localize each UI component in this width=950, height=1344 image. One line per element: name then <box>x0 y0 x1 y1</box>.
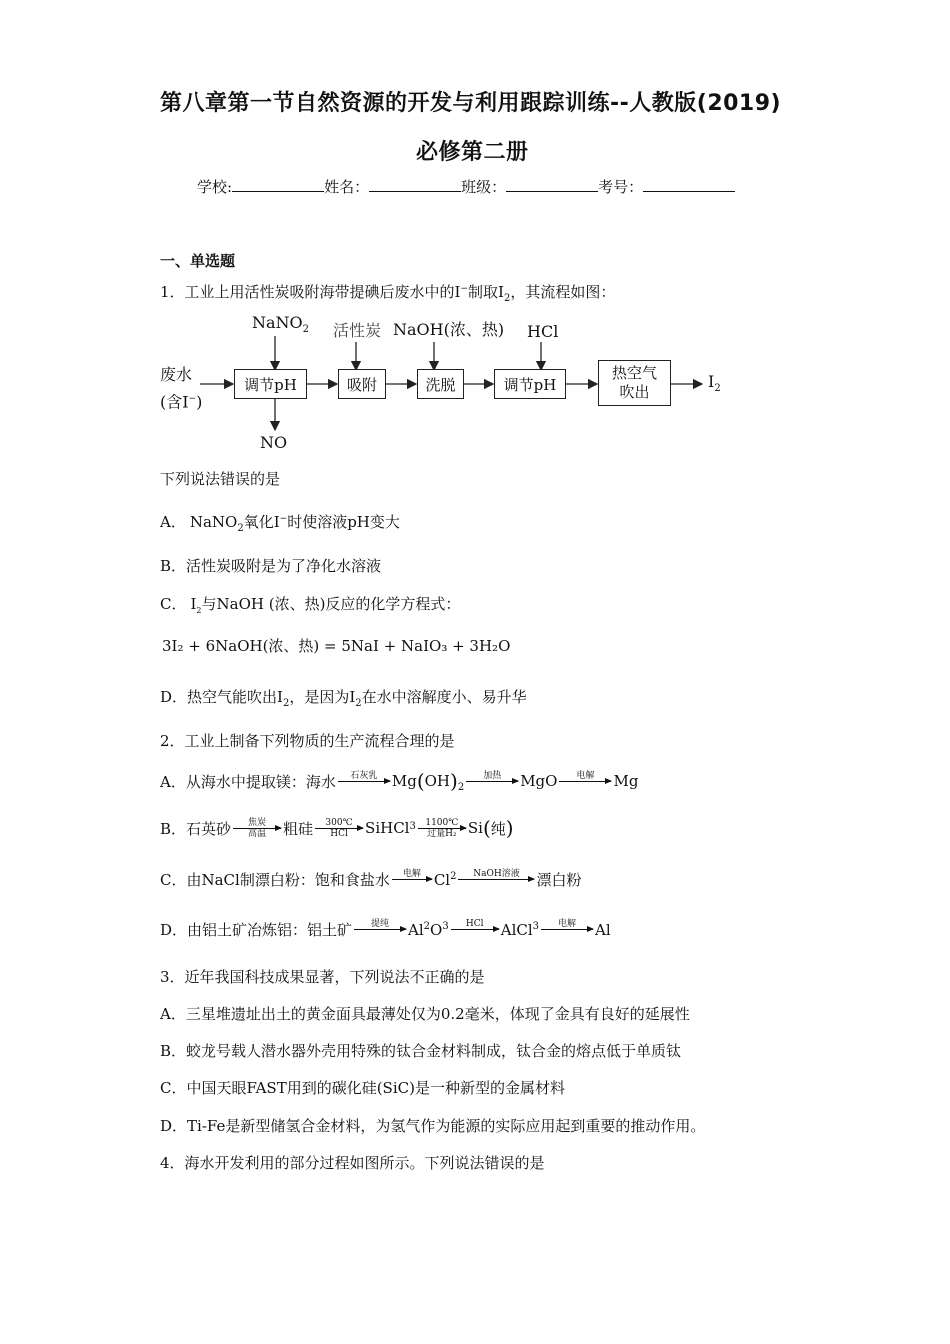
q1-option-c-equation: 3I₂ + 6NaOH(浓、热) = 5NaI + NaIO₃ + 3H₂O <box>162 637 511 655</box>
flow-input: 废水 (含I−) <box>160 365 203 412</box>
q3-option-d[interactable]: D．Ti-Fe是新型储氢合金材料，为氢气作为能源的实际应用起到重要的推动作用。 <box>160 1117 706 1135</box>
q1-option-c[interactable]: C． $I_2$与NaOH (浓、热)反应的化学方程式： <box>160 595 461 615</box>
q2c-arrow-2: NaOH溶液 <box>458 869 534 890</box>
q2b-arrow-3: 1100℃ 过量H₂ <box>418 818 466 839</box>
q2a-arrow-1: 石灰乳 <box>338 771 390 792</box>
q2d-arrow-3: 电解 <box>541 919 593 940</box>
field-class: 班级： <box>461 178 507 196</box>
flow-box-adsorb: 吸附 <box>338 369 386 399</box>
title-line2: 必修第二册 <box>416 140 529 165</box>
flow-box-adjust-ph-2: 调节pH <box>494 369 566 399</box>
q2d-arrow-2: HCl <box>451 919 499 940</box>
field-name-blank[interactable] <box>369 177 461 192</box>
q2-option-c[interactable]: C．由NaCl制漂白粉：饱和食盐水 电解 Cl $^2$ NaOH溶液 漂白粉 <box>160 869 582 889</box>
field-exam-no: 考号： <box>598 178 644 196</box>
q3-option-c[interactable]: C．中国天眼FAST用到的碳化硅(SiC)是一种新型的金属材料 <box>160 1079 565 1097</box>
q3-stem: 3．近年我国科技成果显著，下列说法不正确的是 <box>160 968 485 986</box>
q1-option-a[interactable]: A． NaNO$_2$氧化I−时使溶液pH变大 <box>160 513 400 534</box>
q1-flow-diagram <box>0 0 950 470</box>
q1-option-b[interactable]: B．活性炭吸附是为了净化水溶液 <box>160 557 382 575</box>
q2-option-b[interactable]: B．石英砂 焦炭 高温 粗硅 300℃ HCl SiHCl 3 1100℃ 过量H₂ Si ( 纯 ) <box>160 816 514 840</box>
flow-box-hot-air: 热空气 吹出 <box>598 360 671 406</box>
flow-reagent-nano2: NaNO$_2$ <box>252 313 310 336</box>
q4-stem: 4．海水开发利用的部分过程如图所示。下列说法错误的是 <box>160 1154 545 1172</box>
flow-arrows <box>0 0 950 470</box>
flow-reagent-hcl: HCl <box>527 322 559 341</box>
q2a-arrow-2: 加热 <box>466 771 518 792</box>
field-school: 学校: <box>197 178 233 196</box>
info-fields <box>197 176 735 197</box>
field-class-blank[interactable] <box>506 177 598 192</box>
q3-option-b[interactable]: B．蛟龙号载人潜水器外壳用特殊的钛合金材料制成，钛合金的熔点低于单质钛 <box>160 1042 682 1060</box>
q2d-arrow-1: 提纯 <box>354 919 406 940</box>
q2-stem: 2．工业上制备下列物质的生产流程合理的是 <box>160 732 455 750</box>
q3-option-a[interactable]: A．三星堆遗址出土的黄金面具最薄处仅为0.2毫米，体现了金具有良好的延展性 <box>160 1005 690 1023</box>
q2b-arrow-1: 焦炭 高温 <box>233 818 281 839</box>
field-exam-no-blank[interactable] <box>643 177 735 192</box>
flow-reagent-naoh: NaOH(浓、热) <box>393 320 505 339</box>
flow-byproduct-no: NO <box>260 433 288 452</box>
q2a-arrow-3: 电解 <box>559 771 611 792</box>
section-heading: 一、单选题 <box>160 252 236 270</box>
q2-option-a[interactable]: A．从海水中提取镁：海水 石灰乳 Mg ( OH ) $_2$ 加热 MgO 电解 Mg <box>160 769 639 793</box>
flow-box-elute: 洗脱 <box>417 369 464 399</box>
q1-stem: 1．工业上用活性炭吸附海带提碘后废水中的I−制取$I_2$，其流程如图： <box>160 283 616 304</box>
q1-question: 下列说法错误的是 <box>160 470 281 488</box>
flow-box-adjust-ph-1: 调节pH <box>234 369 307 399</box>
flow-product: $I_2$ <box>708 372 721 395</box>
q2c-arrow-1: 电解 <box>392 869 432 890</box>
title-line1: 第八章第一节自然资源的开发与利用跟踪训练--人教版(2019) <box>160 91 782 116</box>
field-name: 姓名： <box>324 178 370 196</box>
q2-option-d[interactable]: D．由铝土矿冶炼铝：铝土矿 提纯 Al $^2$ O $^3$ HCl AlCl $^3$ 电解 Al <box>160 919 611 939</box>
q1-option-d[interactable]: D．热空气能吹出$I_2$，是因为$I_2$在水中溶解度小、易升华 <box>160 688 527 709</box>
q2b-arrow-2: 300℃ HCl <box>315 818 363 839</box>
field-school-blank[interactable] <box>232 177 324 192</box>
flow-reagent-carbon: 活性炭 <box>333 321 382 340</box>
